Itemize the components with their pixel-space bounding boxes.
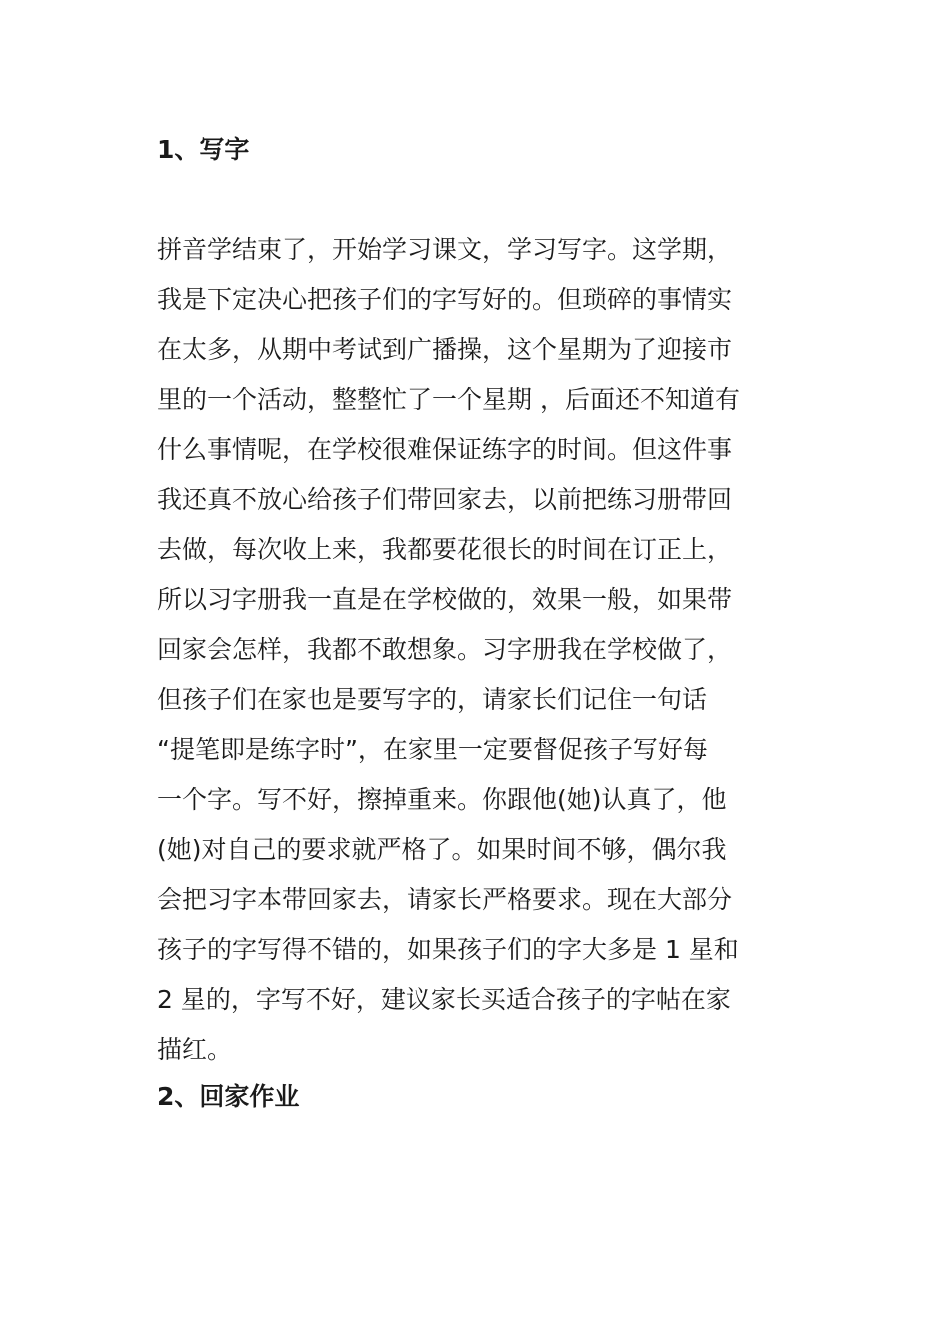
paragraph-line: 孩子的字写得不错的，如果孩子们的字大多是 1 星和 [157,935,739,964]
paragraph-line: 回家会怎样，我都不敢想象。习字册我在学校做了， [157,635,733,664]
paragraph-line: 描红。 [157,1035,233,1064]
paragraph-line: 拼音学结束了，开始学习课文，学习写字。这学期， [157,235,733,264]
paragraph-line: 一个字。写不好，擦掉重来。你跟他(她)认真了，他 [157,785,727,814]
paragraph-line: 2 星的，字写不好，建议家长买适合孩子的字帖在家 [157,985,731,1014]
section-1-heading: 1、写字 [157,135,250,164]
paragraph-line: 什么事情呢，在学校很难保证练字的时间。但这件事 [157,435,733,464]
paragraph-line: 会把习字本带回家去，请家长严格要求。现在大部分 [157,885,733,914]
paragraph-line: 去做，每次收上来，我都要花很长的时间在订正上， [157,535,733,564]
section-2-heading: 2、回家作业 [157,1082,300,1111]
paragraph-line: 里的一个活动，整整忙了一个星期 ，后面还不知道有 [157,385,740,414]
paragraph-line: 所以习字册我一直是在学校做的，效果一般，如果带 [157,585,733,614]
paragraph-line: 在太多，从期中考试到广播操，这个星期为了迎接市 [157,335,733,364]
paragraph-line: “提笔即是练字时”，在家里一定要督促孩子写好每 [157,735,708,764]
paragraph-line: 我还真不放心给孩子们带回家去，以前把练习册带回 [157,485,733,514]
paragraph-line: 但孩子们在家也是要写字的，请家长们记住一句话 [157,685,708,714]
section-1-paragraph [157,225,797,1075]
paragraph-line: (她)对自己的要求就严格了。如果时间不够，偶尔我 [157,835,727,864]
paragraph-line: 我是下定决心把孩子们的字写好的。但琐碎的事情实 [157,285,733,314]
